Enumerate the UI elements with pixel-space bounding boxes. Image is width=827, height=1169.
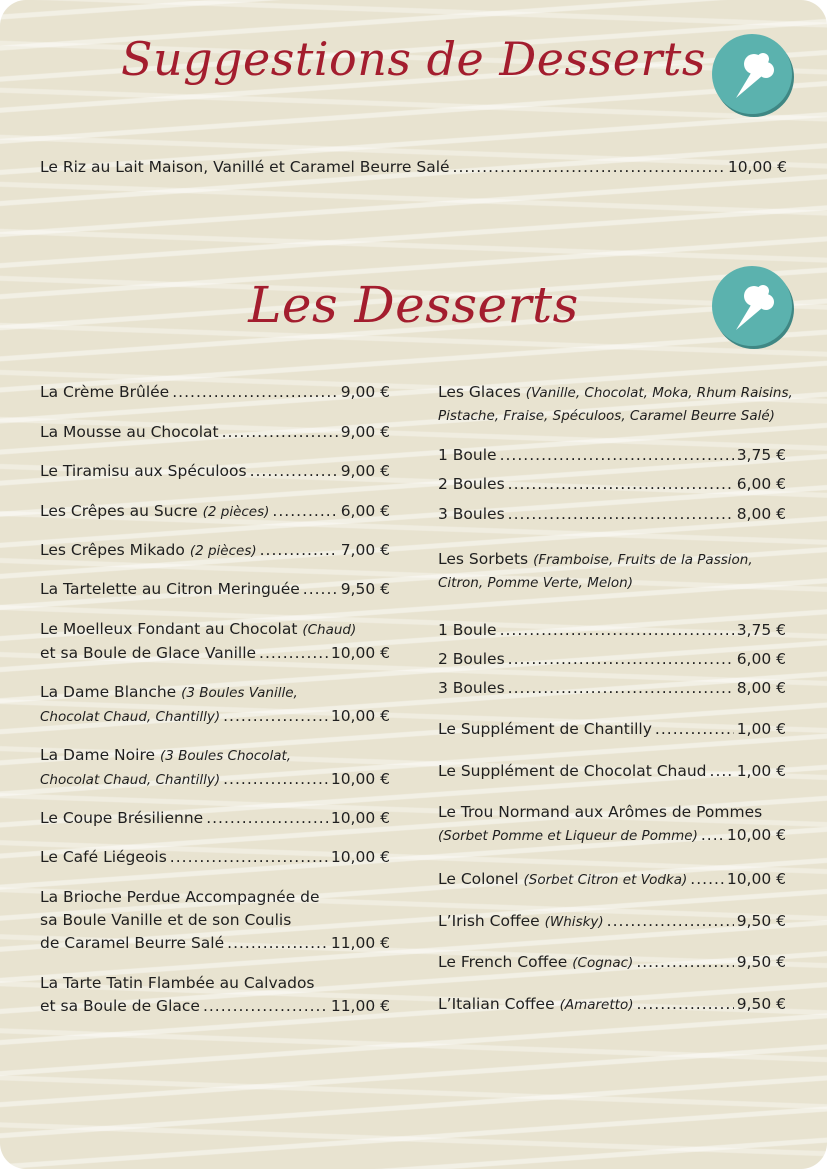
menu-item: La Dame Noire (3 Boules Chocolat, Chocolat Chaud, Chantilly) ..... 10,00 € bbox=[40, 744, 390, 792]
desserts-title: Les Desserts bbox=[248, 276, 579, 334]
menu-item: La Brioche Perdue Accompagnée de sa Boule Vanille et de son Coulis de Caramel Beurre Salé ..... 11,00 € bbox=[40, 886, 390, 955]
menu-item: Le Tiramisu aux Spéculoos ..... 9,00 € bbox=[40, 460, 390, 483]
menu-item: 1 Boule ..... 3,75 € bbox=[438, 444, 786, 467]
menu-item: 1 Boule ..... 3,75 € bbox=[438, 619, 786, 642]
menu-item: L’Irish Coffee (Whisky) ..... 9,50 € bbox=[438, 910, 786, 934]
glaces-heading: Les Glaces (Vanille, Chocolat, Moka, Rhum Raisins, Pistache, Fraise, Spéculoos, Caramel Beurre Salé) bbox=[438, 383, 793, 424]
item-price: 10,00 € bbox=[727, 158, 787, 176]
menu-item: L’Italian Coffee (Amaretto) ..... 9,50 € bbox=[438, 993, 786, 1017]
item-label: Le Riz au Lait Maison, Vanillé et Caramel Beurre Salé bbox=[40, 158, 450, 176]
menu-item: Le French Coffee (Cognac) ..... 9,50 € bbox=[438, 951, 786, 975]
menu-item: La Mousse au Chocolat ..... 9,00 € bbox=[40, 421, 390, 444]
menu-item: Le Coupe Brésilienne ..... 10,00 € bbox=[40, 807, 390, 830]
menu-item: Le Trou Normand aux Arômes de Pommes (Sorbet Pomme et Liqueur de Pomme) ..... 10,00 € bbox=[438, 801, 786, 848]
menu-item: Le Supplément de Chantilly ..... 1,00 € bbox=[438, 718, 786, 741]
menu-item: 2 Boules ..... 6,00 € bbox=[438, 473, 786, 496]
ice-cream-cone-icon bbox=[710, 32, 796, 118]
menu-item: Le Colonel (Sorbet Citron et Vodka) ..... 10,00 € bbox=[438, 868, 786, 892]
menu-item: 2 Boules ..... 6,00 € bbox=[438, 648, 786, 671]
menu-item: La Dame Blanche (3 Boules Vanille, Chocolat Chaud, Chantilly) ..... 10,00 € bbox=[40, 681, 390, 729]
menu-item: Les Crêpes au Sucre (2 pièces) ..... 6,00 € bbox=[40, 500, 390, 524]
menu-item: 3 Boules ..... 8,00 € bbox=[438, 503, 786, 526]
menu-item: 3 Boules ..... 8,00 € bbox=[438, 677, 786, 700]
menu-item: Le Supplément de Chocolat Chaud ..... 1,00 € bbox=[438, 760, 786, 783]
menu-item: La Tartelette au Citron Meringuée ..... 9,50 € bbox=[40, 578, 390, 601]
suggestion-item bbox=[40, 156, 787, 179]
ice-cream-cone-icon bbox=[710, 264, 796, 350]
suggestions-title: Suggestions de Desserts bbox=[120, 32, 707, 86]
menu-item: La Crème Brûlée ..... 9,00 € bbox=[40, 381, 390, 404]
leader-dots bbox=[453, 156, 725, 179]
sorbets-heading: Les Sorbets (Framboise, Fruits de la Passion, Citron, Pomme Verte, Melon) bbox=[438, 550, 753, 591]
menu-item: Les Crêpes Mikado (2 pièces) ..... 7,00 € bbox=[40, 539, 390, 563]
menu-item: La Tarte Tatin Flambée au Calvados et sa Boule de Glace ..... 11,00 € bbox=[40, 972, 390, 1018]
menu-item: Le Café Liégeois ..... 10,00 € bbox=[40, 846, 390, 869]
menu-item: Le Moelleux Fondant au Chocolat (Chaud) et sa Boule de Glace Vanille ..... 10,00 € bbox=[40, 618, 390, 665]
